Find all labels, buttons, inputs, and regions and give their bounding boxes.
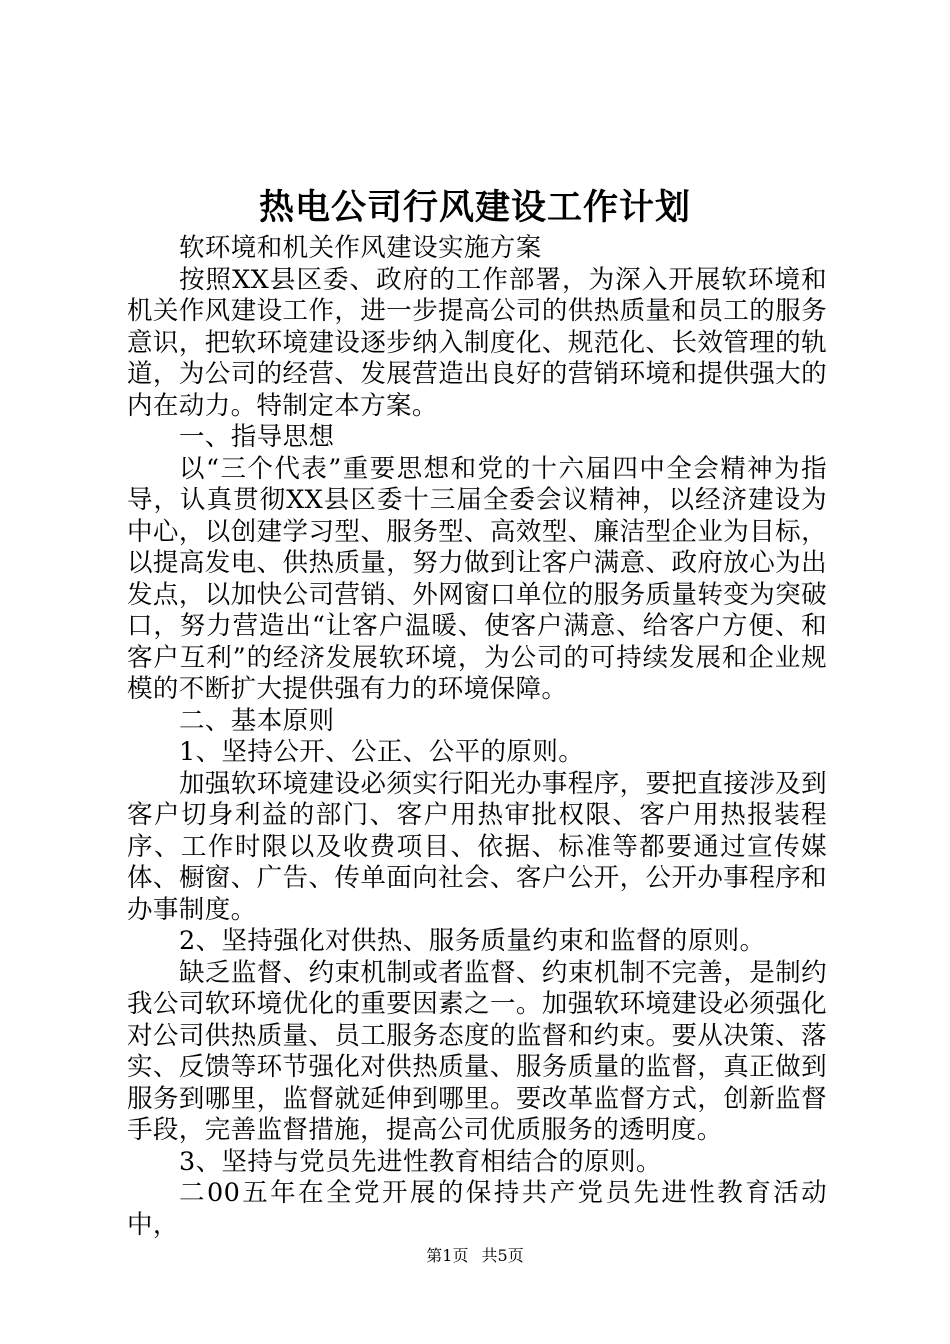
document-title: 热电公司行风建设工作计划 [258,187,691,228]
total-pages: 共5页 [481,1246,524,1265]
page-footer [0,1246,950,1266]
section-heading-guiding-ideology: 一、指导思想 [179,422,335,452]
document-body [127,233,827,1241]
principle-3-paragraph: 二00五年在全党开展的保持共产党员先进性教育活动中， [127,1178,827,1240]
guiding-ideology-paragraph: 以“三个代表”重要思想和党的十六届四中全会精神为指导，认真贯彻XX县区委十三届全委会议精神，以经济建设为中心，以创建学习型、服务型、高效型、廉洁型企业为目标，以提高发电、供热质量，努力做到让客户满意、政府放心为出发点，以加快公司营销、外网窗口单位的服务质量转变为突破口，努力营造出“让客户温暖、使客户满意、给客户方便、和客户互利”的经济发展软环境，为公司的可持续发展和企业规模的不断扩大提供强有力的环境保障。 [127,453,827,704]
section-heading-basic-principles: 二、基本原则 [179,705,335,736]
principle-2-paragraph: 缺乏监督、约束机制或者监督、约束机制不完善，是制约我公司软环境优化的重要因素之一。加强软环境建设必须强化对公司供热质量、员工服务态度的监督和约束。要从决策、落实、反馈等环节强化对供热质量、服务质量的监督，真正做到服务到哪里，监督就延伸到哪里。要改革监督方式，创新监督手段，完善监督措施，提高公司优质服务的透明度。 [127,957,827,1145]
principle-3-heading: 3、坚持与党员先进性教育相结合的原则。 [179,1146,662,1177]
intro-paragraph: 按照XX县区委、政府的工作部署，为深入开展软环境和机关作风建设工作，进一步提高公司的供热质量和员工的服务意识，把软环境建设逐步纳入制度化、规范化、长效管理的轨道，为公司的经营、发展营造出良好的营销环境和提供强大的内在动力。特制定本方案。 [127,264,827,421]
principle-1-paragraph: 加强软环境建设必须实行阳光办事程序，要把直接涉及到客户切身利益的部门、客户用热审批权限、客户用热报装程序、工作时限以及收费项目、依据、标准等都要通过宣传媒体、橱窗、广告、传单面向社会、客户公开，公开办事程序和办事制度。 [127,768,827,925]
subtitle-paragraph: 软环境和机关作风建设实施方案 [179,233,542,263]
principle-1-heading: 1、坚持公开、公正、公平的原则。 [179,737,585,767]
principle-2-heading: 2、坚持强化对供热、服务质量约束和监督的原则。 [179,926,766,956]
page-number: 第1页 [426,1246,469,1265]
